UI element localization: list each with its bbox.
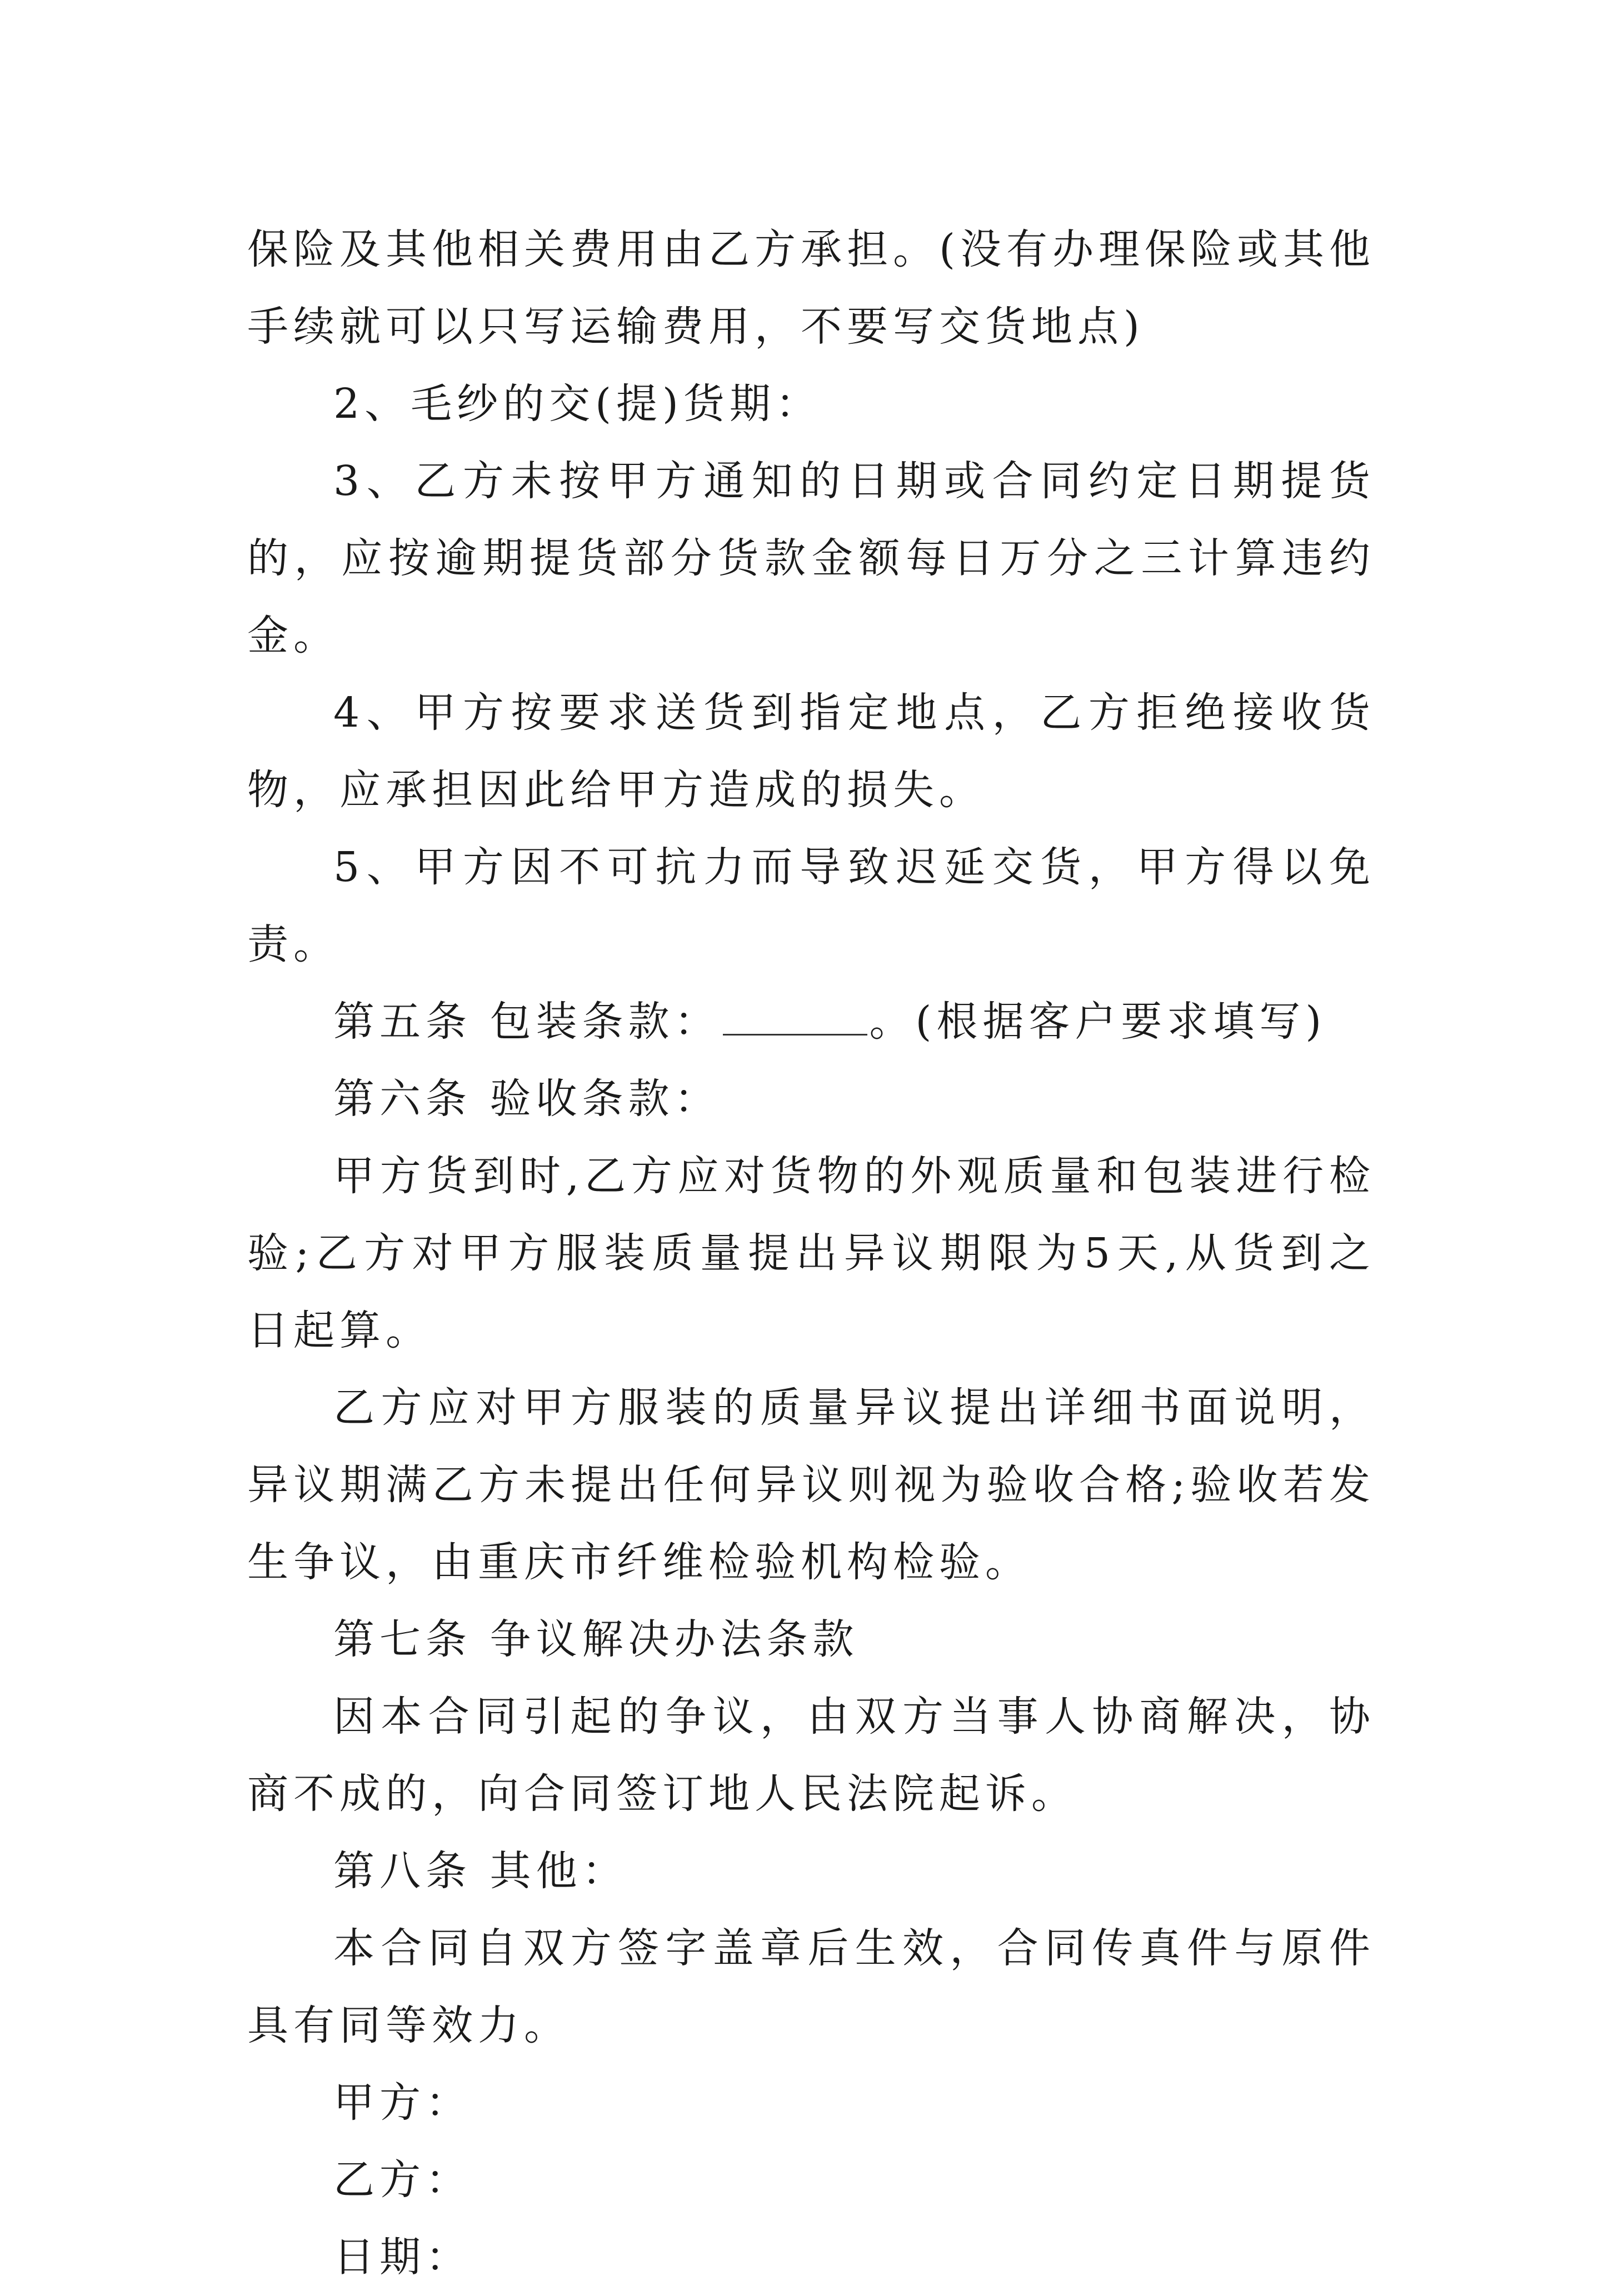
signature-party-b: 乙方： — [333, 2156, 472, 2204]
contract-text — [247, 211, 1375, 2296]
paragraph-late-pickup: 3、乙方未按甲方通知的日期或合同约定日期提货的，应按逾期提货部分货款金额每日万分之三计算违约金。 — [247, 457, 1375, 659]
signature-party-a: 甲方： — [333, 2079, 472, 2127]
paragraph-article-5-packaging — [247, 983, 1375, 1061]
packaging-fill-blank — [723, 1001, 867, 1036]
paragraph-delivery-period: 2、毛纱的交(提)货期： — [333, 380, 822, 428]
article-5-label: 第五条 包装条款： — [333, 998, 721, 1046]
heading-article-8-other: 第八条 其他： — [333, 1847, 628, 1895]
paragraph-force-majeure: 5、甲方因不可抗力而导致迟延交货，甲方得以免责。 — [247, 843, 1375, 968]
heading-article-6-acceptance: 第六条 验收条款： — [333, 1075, 721, 1123]
paragraph-insurance-costs: 保险及其他相关费用由乙方承担。(没有办理保险或其他手续就可以只写运输费用，不要写交货地点) — [247, 226, 1375, 351]
paragraph-refused-delivery: 4、甲方按要求送货到指定地点，乙方拒绝接收货物，应承担因此给甲方造成的损失。 — [247, 689, 1375, 814]
signature-date: 日期： — [333, 2233, 472, 2281]
paragraph-quality-objection: 乙方应对甲方服装的质量异议提出详细书面说明，异议期满乙方未提出任何异议则视为验收合格;验收若发生争议，由重庆市纤维检验机构检验。 — [247, 1384, 1375, 1586]
paragraph-dispute-resolution: 因本合同引起的争议，由双方当事人协商解决，协商不成的，向合同签订地人民法院起诉。 — [247, 1693, 1375, 1818]
article-5-note: 。(根据客户要求填写) — [869, 998, 1327, 1046]
paragraph-effectiveness: 本合同自双方签字盖章后生效，合同传真件与原件具有同等效力。 — [247, 1924, 1375, 2049]
heading-article-7-dispute: 第七条 争议解决办法条款 — [333, 1615, 859, 1663]
paragraph-inspection: 甲方货到时,乙方应对货物的外观质量和包装进行检验;乙方对甲方服装质量提出异议期限为5天,从货到之日起算。 — [247, 1152, 1375, 1354]
